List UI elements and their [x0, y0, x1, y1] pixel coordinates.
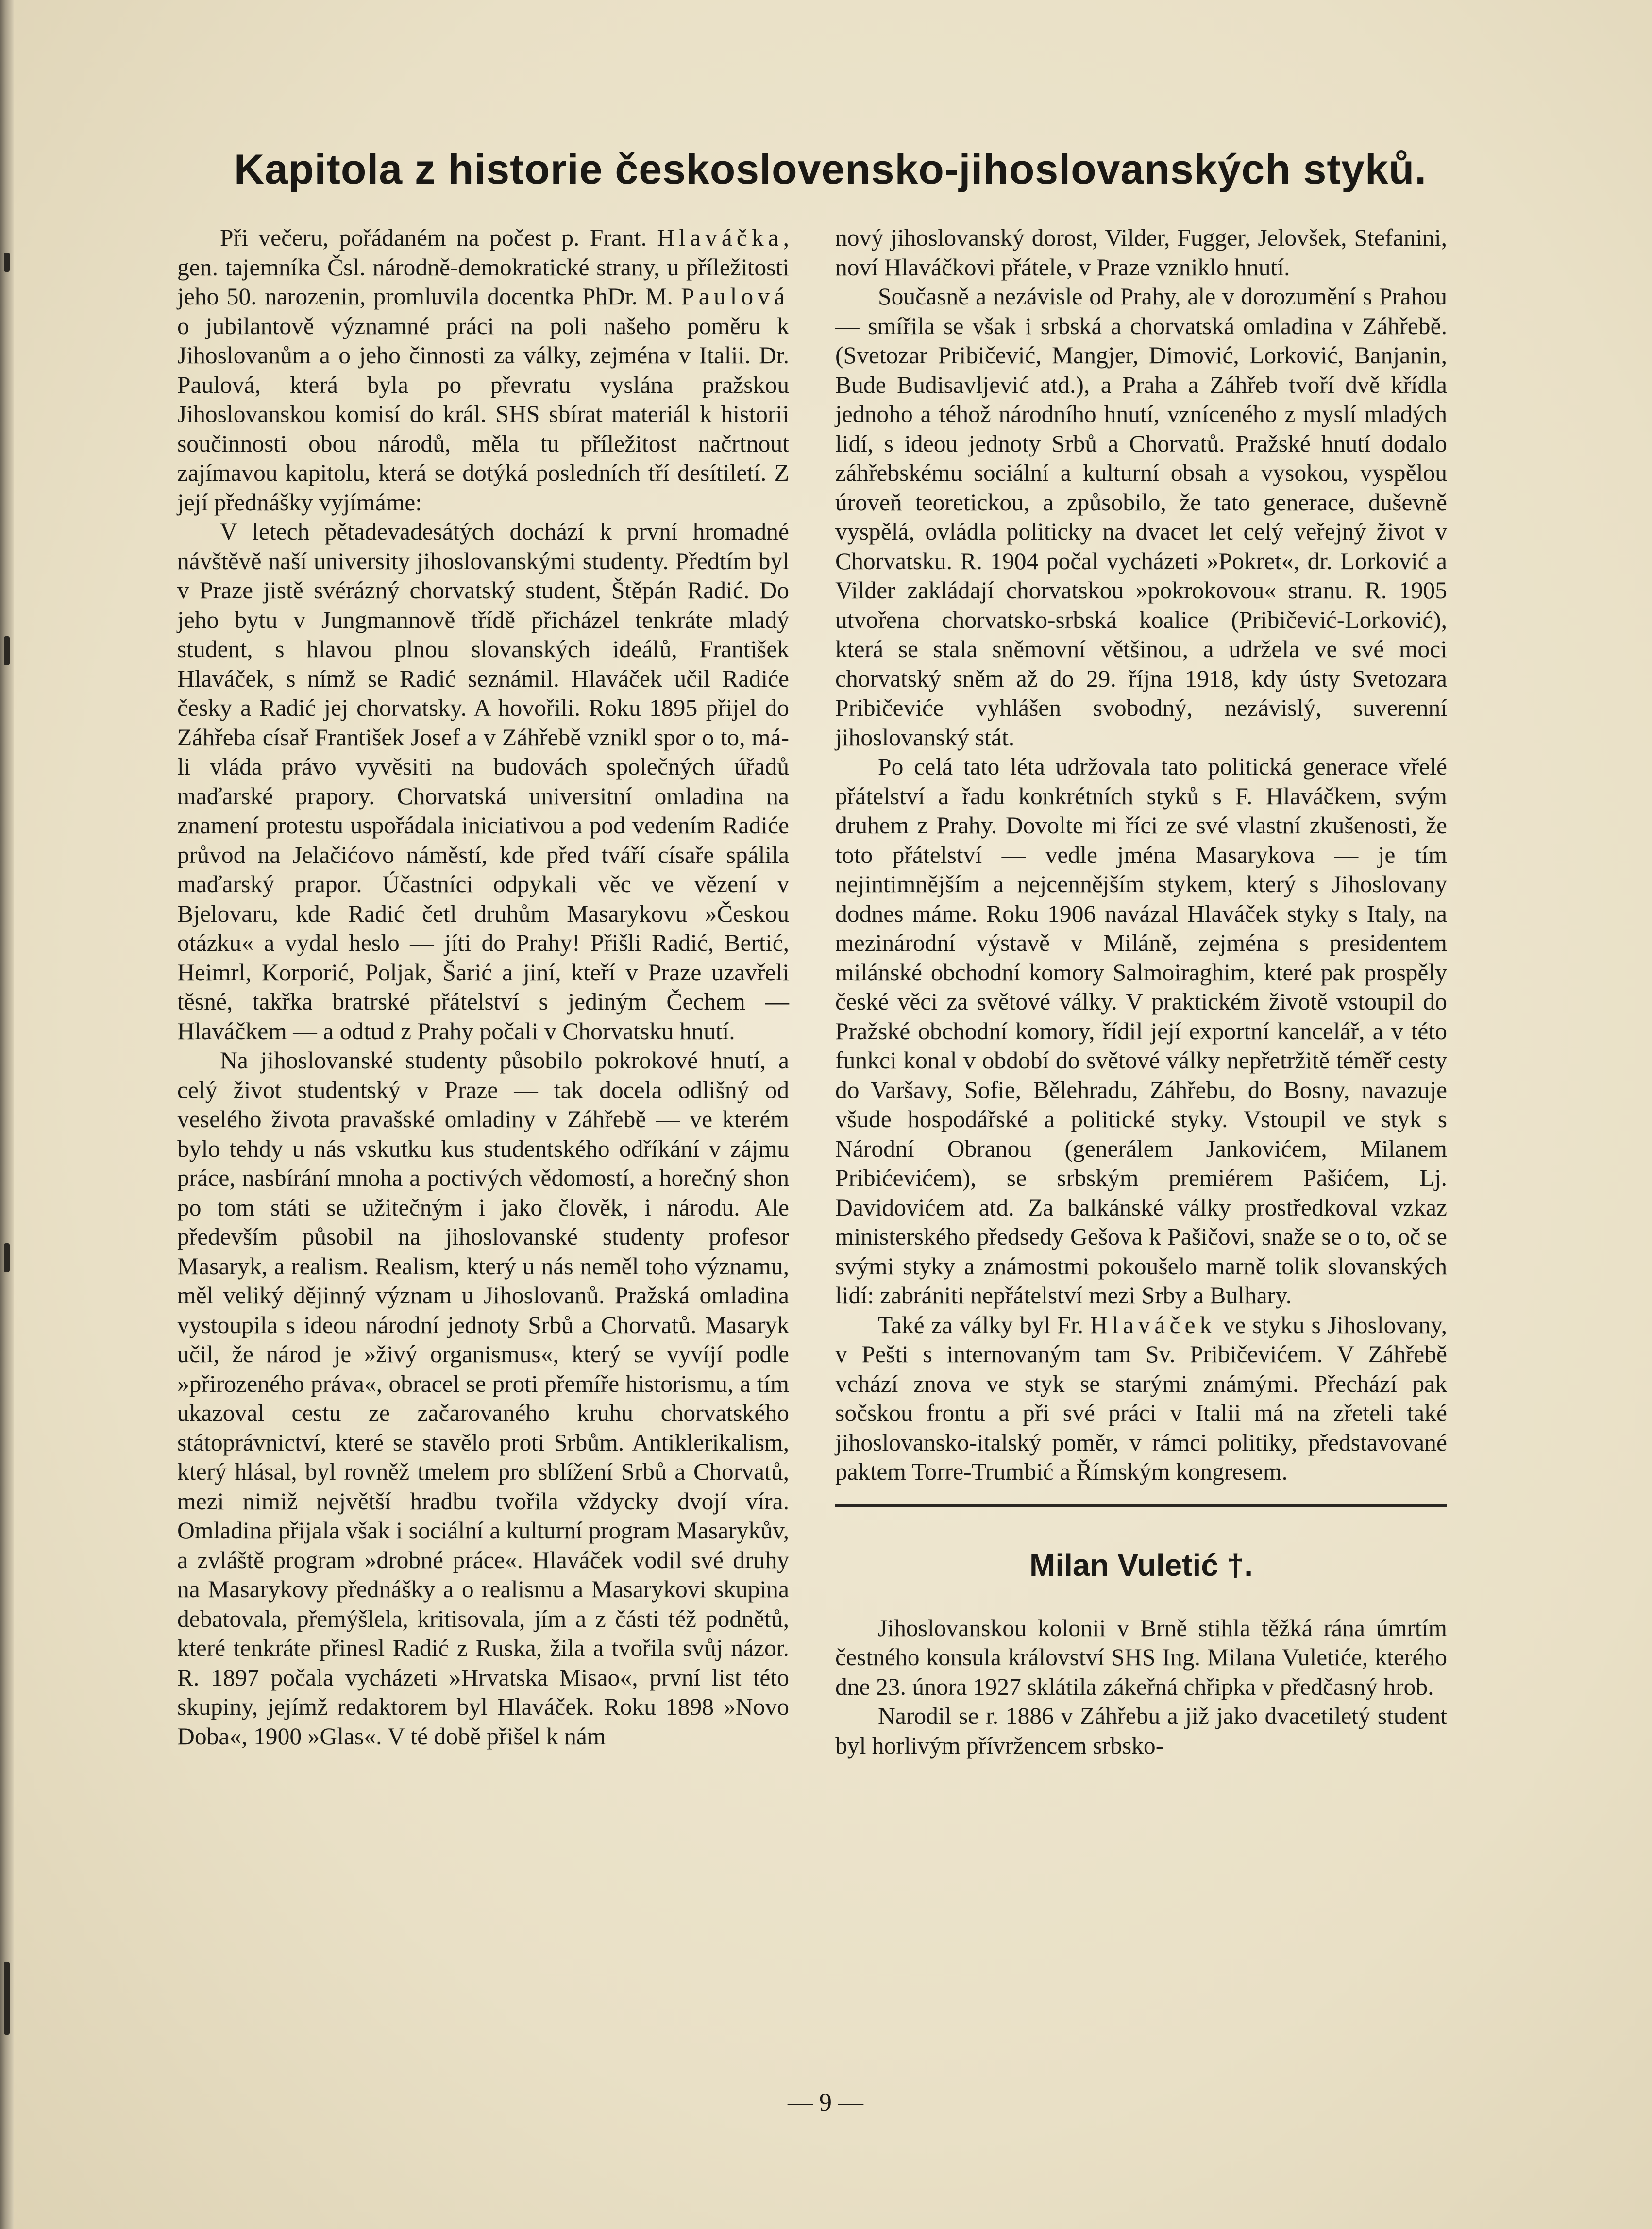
spaced-name: Hlaváček [1090, 1311, 1216, 1338]
spaced-name: Paulová [681, 283, 789, 310]
obituary-paragraph: Jihoslovanskou kolonii v Brně stihla těžká rána úmrtím čestného konsula království SHS Ing. Milana Vuletiće, kterého dne 23. února 1927 sklátila zákeřná chřipka v předčasný hrob. [835, 1614, 1447, 1700]
binding-mark [4, 1243, 10, 1272]
section-divider [835, 1504, 1447, 1507]
obituary-paragraph: Narodil se r. 1886 v Záhřebu a již jako dvacetiletý student byl horlivým přívržencem srbsko- [835, 1703, 1447, 1759]
page-number: — 9 — [788, 2089, 863, 2116]
left-column [177, 223, 789, 1751]
spaced-name: Hlaváčka [657, 224, 783, 251]
right-column [835, 223, 1447, 1760]
binding-mark [4, 636, 10, 665]
body-paragraph: Současně a nezávisle od Prahy, ale v dorozumění s Prahou — smířila se však i srbská a chorvatská omladina v Záhřebě. (Svetozar Pribičević, Mangjer, Dimović, Lorković, Banjanin, Bude Budisavljević atd.), a Praha a Záhřeb tvoří dvě křídla jednoho a téhož národního hnutí, vzníceného z myslí mladých lidí, s ideou jednoty Srbů a Chorvatů. Pražské hnutí dodalo záhřebskému sociální a kulturní obsah a vysokou, vyspělou úroveň teoretickou, a způsobilo, že tato generace, duševně vyspělá, ovládla politicky na dvacet let celý veřejný život v Chorvatsku. R. 1904 počal vycházeti »Pokret«, dr. Lorković a Vilder zakládají chorvatskou »pokrokovou« stranu. R. 1905 utvořena chorvatsko-srbská koalice (Pribičević-Lorković), která se stala sněmovní většinou, a udržela ve své moci chorvatský sněm až do 29. října 1918, kdy ústy Svetozara Pribičeviće vyhlášen svobodný, nezávislý, suverenní jihoslovanský stát. [835, 283, 1447, 751]
body-paragraph [835, 1311, 1447, 1487]
intro-text-2: , gen. tajemníka Čsl. národně-demokratické strany, u příležitosti jeho 50. narozenin, promluvila docentka PhDr. M. [177, 224, 789, 310]
intro-paragraph [177, 223, 789, 517]
body-paragraph: nový jihoslovanský dorost, Vilder, Fugger, Jelovšek, Stefanini, noví Hlaváčkovi přátele, v Praze vzniklo hnutí. [835, 224, 1447, 281]
body-text: ve styku s Jihoslovany, v Pešti s internovaným tam Sv. Pribičevićem. V Záhřebě vchází znova ve styk se starými známými. Přechází pak sočskou frontu a při své práci v Italii má na zřeteli také jihoslovansko-italský poměr, v rámci politiky, představované paktem Torre-Trumbić a Římským kongresem. [835, 1311, 1447, 1485]
body-paragraph: V letech pětadevadesátých dochází k první hromadné návštěvě naší university jihoslovanskými studenty. Předtím byl v Praze jistě svérázný chorvatský student, Štěpán Radić. Do jeho bytu v Jungmannově třídě přicházel tenkráte mladý student, s hlavou plnou slovanských ideálů, František Hlaváček, s nímž se Radić seznámil. Hlaváček učil Radiće česky a Radić jej chorvatsky. A hovořili. Roku 1895 přijel do Záhřeba císař František Josef a v Záhřebě vznikl spor o to, má-li vláda právo vyvěsiti na budovách společných úřadů maďarské prapory. Chorvatská universitní omladina na znamení protestu uspořádala iniciativou a pod vedením Radiće průvod na Jelačićovo náměstí, kde před tváří císaře spálila maďarský prapor. Účastníci odpykali věc ve vězení v Bjelovaru, kde Radić četl druhům Masarykovu »Českou otázku« a vydal heslo — jíti do Prahy! Přišli Radić, Bertić, Heimrl, Korporić, Poljak, Šarić a jiní, kteří v Praze uzavřeli těsné, takřka bratrské přátelství s jediným Čechem — Hlaváčkem — a odtud z Prahy počali v Chorvatsku hnutí. [177, 518, 789, 1045]
article-title: Kapitola z historie československo-jihoslovanských styků. [234, 146, 1427, 193]
body-text: Také za války byl Fr. [878, 1311, 1091, 1338]
intro-text-3: o jubilantově významné práci na poli našeho poměru k Jihoslovanům a o jeho činnosti za války, zejména v Italii. Dr. Paulová, která byla po převratu vyslána pražskou Jihoslovanskou komisí do král. SHS sbírat materiál k historii součinnosti obou národů, měla tu příležitost načrtnout zajímavou kapitolu, která se dotýká posledních tří desítiletí. Z její přednášky vyjímáme: [177, 312, 789, 516]
obituary-title: Milan Vuletić †. [1029, 1547, 1253, 1583]
body-paragraph: Na jihoslovanské studenty působilo pokrokové hnutí, a celý život studentský v Praze — tak docela odlišný od veselého života pravašské omladiny v Záhřebě — ve kterém bylo tehdy u nás vskutku kus studentského odříkání v zájmu práce, nasbírání mnoha a poctivých vědomostí, a horečný shon po tom státi se užitečným i jako člověk, i národu. Ale především působil na jihoslovanské studenty profesor Masaryk, a realism. Realism, který u nás neměl toho významu, měl veliký dějinný význam u Jihoslovanů. Pražská omladina vystoupila s ideou národní jednoty Srbů a Chorvatů. Masaryk učil, že národ je »živý organismus«, který se vyvíjí podle »přirozeného práva«, obracel se proti přemíře historismu, a tím ukazoval cestu ze začarovaného kruhu chorvatského státoprávnictví, které se stavělo proti Srbům. Antiklerikalism, který hlásal, byl rovněž tmelem pro sblížení Srbů a Chorvatů, mezi nimiž největší hradbu tvořila vždycky dvojí víra. Omladina přijala však i sociální a kulturní program Masarykův, a zvláště program »drobné práce«. Hlaváček vodil své druhy na Masarykovy přednášky a o realismu a Masarykovi skupina debatovala, přemýšlela, kritisovala, jím a z části též podnětů, které tenkráte přinesl Radić z Ruska, žila a tvořila svůj názor. R. 1897 počala vycházeti »Hrvatska Misao«, první list této skupiny, jejímž redaktorem byl Hlaváček. Roku 1898 »Novo Doba«, 1900 »Glas«. V té době přišel k nám [177, 1047, 789, 1750]
binding-edge [0, 0, 14, 2229]
binding-mark [4, 1962, 10, 2035]
binding-mark [4, 253, 10, 272]
body-paragraph: Po celá tato léta udržovala tato politická generace vřelé přátelství a řadu konkrétních styků s F. Hlaváčkem, svým druhem z Prahy. Dovolte mi říci ze své vlastní zkušenosti, že toto přátelství — vedle jména Masarykova — je tím nejintimnějším a nejcennějším stykem, který s Jihoslovany dodnes máme. Roku 1906 navázal Hlaváček styky s Italy, na mezinárodní výstavě v Miláně, zejména s presidentem milánské obchodní komory Salmoiraghim, které pak prospěly české věci za světové války. V praktickém životě vstoupil do Pražské obchodní komory, řídil její exportní kancelář, a v této funkci konal v období do světové války nepřetržitě téměř cesty do Varšavy, Sofie, Bělehradu, Záhřebu, do Bosny, navazuje všude hospodářské a politické styky. Vstoupil ve styk s Národní Obranou (generálem Jankovićem, Milanem Pribićevićem), se srbským premiérem Pašićem, Lj. Davidovićem atd. Za balkánské války prostředkoval vzkaz ministerského předsedy Gešova k Pašičovi, snaže se o to, oč se svými styky a známostmi pokoušelo marně tolik slovanských lidí: zabrániti nepřátelství mezi Srby a Bulhary. [835, 753, 1447, 1309]
intro-text-1: Při večeru, pořádaném na počest p. Frant. [220, 224, 657, 251]
